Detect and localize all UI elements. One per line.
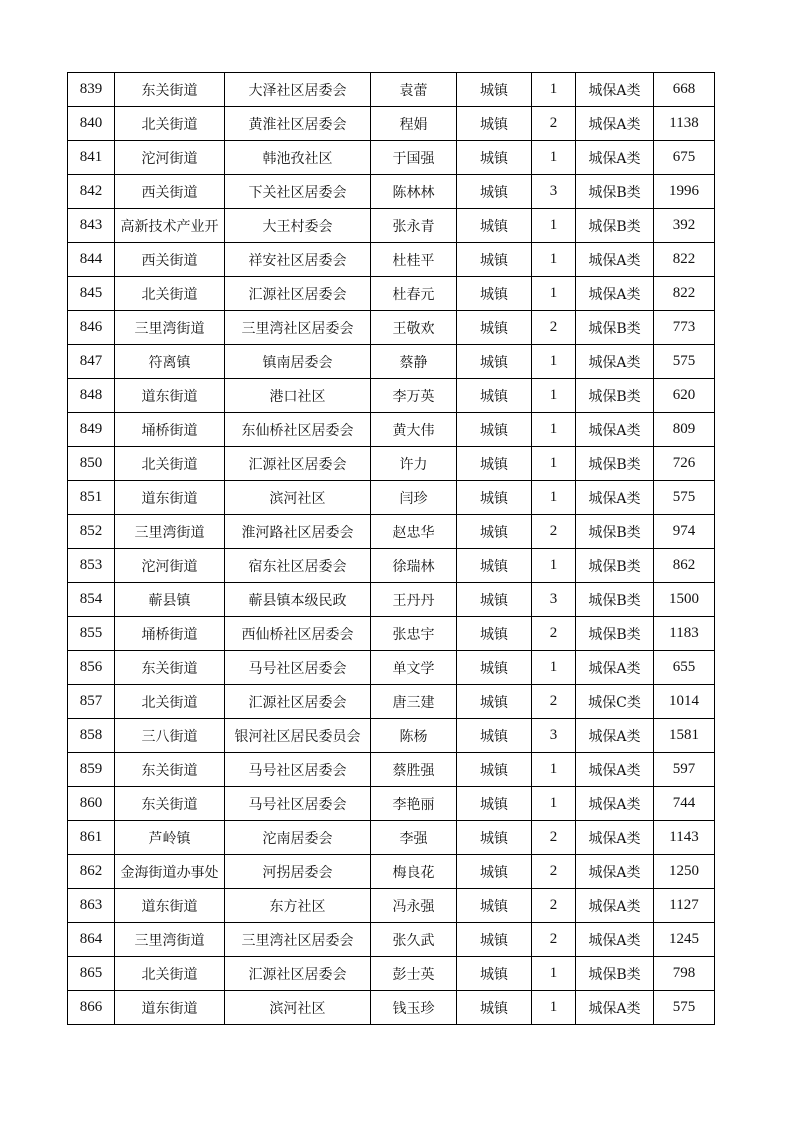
area-type-cell: 城镇 xyxy=(457,345,532,379)
area-type-cell: 城镇 xyxy=(457,821,532,855)
table-row xyxy=(68,515,715,549)
row-number-cell: 854 xyxy=(68,583,115,617)
name-cell: 蔡静 xyxy=(371,345,457,379)
area-type-cell: 城镇 xyxy=(457,311,532,345)
community-cell: 滨河社区 xyxy=(225,991,371,1025)
row-number-cell: 845 xyxy=(68,277,115,311)
category-cell: 城保A类 xyxy=(576,855,654,889)
table-row xyxy=(68,141,715,175)
category-cell: 城保A类 xyxy=(576,73,654,107)
category-cell: 城保B类 xyxy=(576,617,654,651)
category-cell: 城保C类 xyxy=(576,685,654,719)
row-number-cell: 843 xyxy=(68,209,115,243)
street-cell-text: 高新技术产业开 xyxy=(120,218,219,235)
street-cell: 芦岭镇 xyxy=(115,821,225,855)
category-cell: 城保A类 xyxy=(576,243,654,277)
name-cell: 彭士英 xyxy=(371,957,457,991)
row-number-cell: 862 xyxy=(68,855,115,889)
amount-cell: 726 xyxy=(654,447,715,481)
street-cell: 三八街道 xyxy=(115,719,225,753)
row-number-cell: 847 xyxy=(68,345,115,379)
household-size-cell: 1 xyxy=(532,243,576,277)
row-number-cell: 865 xyxy=(68,957,115,991)
category-cell: 城保A类 xyxy=(576,719,654,753)
category-cell: 城保A类 xyxy=(576,651,654,685)
household-size-cell: 2 xyxy=(532,107,576,141)
street-cell: 西关街道 xyxy=(115,243,225,277)
name-cell: 陈杨 xyxy=(371,719,457,753)
household-size-cell: 2 xyxy=(532,889,576,923)
table-row xyxy=(68,617,715,651)
amount-cell: 809 xyxy=(654,413,715,447)
amount-cell: 822 xyxy=(654,243,715,277)
household-size-cell: 1 xyxy=(532,753,576,787)
street-cell: 东关街道 xyxy=(115,73,225,107)
table-row xyxy=(68,991,715,1025)
amount-cell: 668 xyxy=(654,73,715,107)
amount-cell: 1245 xyxy=(654,923,715,957)
community-cell: 三里湾社区居委会 xyxy=(225,311,371,345)
street-cell: 沱河街道 xyxy=(115,549,225,583)
household-size-cell: 1 xyxy=(532,549,576,583)
row-number-cell: 863 xyxy=(68,889,115,923)
row-number-cell: 851 xyxy=(68,481,115,515)
area-type-cell: 城镇 xyxy=(457,719,532,753)
community-cell: 河拐居委会 xyxy=(225,855,371,889)
name-cell: 杜春元 xyxy=(371,277,457,311)
community-cell: 马号社区居委会 xyxy=(225,787,371,821)
row-number-cell: 857 xyxy=(68,685,115,719)
household-size-cell: 2 xyxy=(532,515,576,549)
name-cell: 张忠宇 xyxy=(371,617,457,651)
street-cell: 东关街道 xyxy=(115,753,225,787)
street-cell: 北关街道 xyxy=(115,447,225,481)
street-cell: 道东街道 xyxy=(115,991,225,1025)
category-cell: 城保B类 xyxy=(576,311,654,345)
street-cell: 符离镇 xyxy=(115,345,225,379)
household-size-cell: 2 xyxy=(532,311,576,345)
name-cell: 王丹丹 xyxy=(371,583,457,617)
row-number-cell: 849 xyxy=(68,413,115,447)
name-cell: 杜桂平 xyxy=(371,243,457,277)
amount-cell: 773 xyxy=(654,311,715,345)
amount-cell: 1250 xyxy=(654,855,715,889)
community-cell: 下关社区居委会 xyxy=(225,175,371,209)
name-cell: 闫珍 xyxy=(371,481,457,515)
area-type-cell: 城镇 xyxy=(457,855,532,889)
household-size-cell: 3 xyxy=(532,175,576,209)
street-cell: 三里湾街道 xyxy=(115,923,225,957)
amount-cell: 974 xyxy=(654,515,715,549)
street-cell: 北关街道 xyxy=(115,107,225,141)
row-number-cell: 844 xyxy=(68,243,115,277)
area-type-cell: 城镇 xyxy=(457,753,532,787)
table-row xyxy=(68,685,715,719)
community-cell: 大王村委会 xyxy=(225,209,371,243)
table-row xyxy=(68,957,715,991)
amount-cell: 575 xyxy=(654,345,715,379)
row-number-cell: 841 xyxy=(68,141,115,175)
amount-cell: 798 xyxy=(654,957,715,991)
area-type-cell: 城镇 xyxy=(457,923,532,957)
name-cell: 张久武 xyxy=(371,923,457,957)
area-type-cell: 城镇 xyxy=(457,991,532,1025)
street-cell: 东关街道 xyxy=(115,787,225,821)
table-row xyxy=(68,243,715,277)
category-cell: 城保A类 xyxy=(576,923,654,957)
area-type-cell: 城镇 xyxy=(457,277,532,311)
community-cell: 韩池孜社区 xyxy=(225,141,371,175)
household-size-cell: 1 xyxy=(532,73,576,107)
category-cell: 城保B类 xyxy=(576,379,654,413)
amount-cell: 392 xyxy=(654,209,715,243)
table-row xyxy=(68,821,715,855)
street-cell: 沱河街道 xyxy=(115,141,225,175)
table-row xyxy=(68,447,715,481)
table-row xyxy=(68,107,715,141)
category-cell: 城保B类 xyxy=(576,447,654,481)
name-cell: 单文学 xyxy=(371,651,457,685)
amount-cell: 1996 xyxy=(654,175,715,209)
row-number-cell: 860 xyxy=(68,787,115,821)
records-table xyxy=(67,72,715,1025)
category-cell: 城保A类 xyxy=(576,753,654,787)
name-cell: 于国强 xyxy=(371,141,457,175)
area-type-cell: 城镇 xyxy=(457,209,532,243)
category-cell: 城保A类 xyxy=(576,277,654,311)
community-cell: 东仙桥社区居委会 xyxy=(225,413,371,447)
community-cell: 汇源社区居委会 xyxy=(225,957,371,991)
table-row xyxy=(68,719,715,753)
street-cell: 道东街道 xyxy=(115,481,225,515)
table-body xyxy=(68,73,715,1025)
category-cell: 城保B类 xyxy=(576,515,654,549)
street-cell: 三里湾街道 xyxy=(115,515,225,549)
street-cell: 道东街道 xyxy=(115,379,225,413)
name-cell: 梅良花 xyxy=(371,855,457,889)
amount-cell: 575 xyxy=(654,991,715,1025)
row-number-cell: 861 xyxy=(68,821,115,855)
table-row xyxy=(68,889,715,923)
household-size-cell: 3 xyxy=(532,583,576,617)
street-cell: 北关街道 xyxy=(115,685,225,719)
amount-cell: 675 xyxy=(654,141,715,175)
street-cell: 西关街道 xyxy=(115,175,225,209)
street-cell: 埇桥街道 xyxy=(115,413,225,447)
category-cell: 城保A类 xyxy=(576,141,654,175)
row-number-cell: 846 xyxy=(68,311,115,345)
area-type-cell: 城镇 xyxy=(457,413,532,447)
household-size-cell: 1 xyxy=(532,651,576,685)
area-type-cell: 城镇 xyxy=(457,481,532,515)
table-row xyxy=(68,855,715,889)
amount-cell: 1581 xyxy=(654,719,715,753)
row-number-cell: 855 xyxy=(68,617,115,651)
name-cell: 袁蕾 xyxy=(371,73,457,107)
street-cell: 蕲县镇 xyxy=(115,583,225,617)
household-size-cell: 1 xyxy=(532,141,576,175)
category-cell: 城保B类 xyxy=(576,583,654,617)
row-number-cell: 866 xyxy=(68,991,115,1025)
table-row xyxy=(68,481,715,515)
row-number-cell: 839 xyxy=(68,73,115,107)
community-cell: 马号社区居委会 xyxy=(225,753,371,787)
table-row xyxy=(68,379,715,413)
area-type-cell: 城镇 xyxy=(457,107,532,141)
category-cell: 城保A类 xyxy=(576,413,654,447)
row-number-cell: 853 xyxy=(68,549,115,583)
table-row xyxy=(68,209,715,243)
table-row xyxy=(68,413,715,447)
amount-cell: 1183 xyxy=(654,617,715,651)
household-size-cell: 3 xyxy=(532,719,576,753)
row-number-cell: 842 xyxy=(68,175,115,209)
amount-cell: 655 xyxy=(654,651,715,685)
community-cell: 黄淮社区居委会 xyxy=(225,107,371,141)
household-size-cell: 1 xyxy=(532,413,576,447)
name-cell: 王敬欢 xyxy=(371,311,457,345)
row-number-cell: 859 xyxy=(68,753,115,787)
street-cell: 东关街道 xyxy=(115,651,225,685)
amount-cell: 1500 xyxy=(654,583,715,617)
community-cell: 西仙桥社区居委会 xyxy=(225,617,371,651)
category-cell: 城保A类 xyxy=(576,481,654,515)
household-size-cell: 2 xyxy=(532,617,576,651)
name-cell: 钱玉珍 xyxy=(371,991,457,1025)
community-cell: 蕲县镇本级民政 xyxy=(225,583,371,617)
street-cell: 道东街道 xyxy=(115,889,225,923)
street-cell: 三里湾街道 xyxy=(115,311,225,345)
community-cell: 港口社区 xyxy=(225,379,371,413)
table-row xyxy=(68,549,715,583)
category-cell: 城保A类 xyxy=(576,345,654,379)
household-size-cell: 2 xyxy=(532,855,576,889)
area-type-cell: 城镇 xyxy=(457,73,532,107)
area-type-cell: 城镇 xyxy=(457,787,532,821)
household-size-cell: 1 xyxy=(532,345,576,379)
community-cell: 银河社区居民委员会 xyxy=(225,719,371,753)
area-type-cell: 城镇 xyxy=(457,141,532,175)
street-cell: 埇桥街道 xyxy=(115,617,225,651)
category-cell: 城保A类 xyxy=(576,991,654,1025)
table-row xyxy=(68,583,715,617)
row-number-cell: 850 xyxy=(68,447,115,481)
area-type-cell: 城镇 xyxy=(457,243,532,277)
table-row xyxy=(68,345,715,379)
community-cell: 祥安社区居委会 xyxy=(225,243,371,277)
area-type-cell: 城镇 xyxy=(457,379,532,413)
table-row xyxy=(68,311,715,345)
name-cell: 徐瑞林 xyxy=(371,549,457,583)
category-cell: 城保A类 xyxy=(576,787,654,821)
name-cell: 冯永强 xyxy=(371,889,457,923)
amount-cell: 620 xyxy=(654,379,715,413)
community-cell: 三里湾社区居委会 xyxy=(225,923,371,957)
category-cell: 城保B类 xyxy=(576,549,654,583)
table-row xyxy=(68,753,715,787)
amount-cell: 1138 xyxy=(654,107,715,141)
area-type-cell: 城镇 xyxy=(457,685,532,719)
area-type-cell: 城镇 xyxy=(457,889,532,923)
community-cell: 汇源社区居委会 xyxy=(225,447,371,481)
row-number-cell: 856 xyxy=(68,651,115,685)
community-cell: 马号社区居委会 xyxy=(225,651,371,685)
table-row xyxy=(68,277,715,311)
table-row xyxy=(68,175,715,209)
table-row xyxy=(68,787,715,821)
area-type-cell: 城镇 xyxy=(457,447,532,481)
category-cell: 城保B类 xyxy=(576,957,654,991)
community-cell: 汇源社区居委会 xyxy=(225,277,371,311)
name-cell: 许力 xyxy=(371,447,457,481)
name-cell: 赵忠华 xyxy=(371,515,457,549)
area-type-cell: 城镇 xyxy=(457,617,532,651)
name-cell: 张永青 xyxy=(371,209,457,243)
name-cell: 李强 xyxy=(371,821,457,855)
household-size-cell: 1 xyxy=(532,277,576,311)
area-type-cell: 城镇 xyxy=(457,175,532,209)
name-cell: 李艳丽 xyxy=(371,787,457,821)
row-number-cell: 864 xyxy=(68,923,115,957)
name-cell: 黄大伟 xyxy=(371,413,457,447)
category-cell: 城保A类 xyxy=(576,107,654,141)
name-cell: 唐三建 xyxy=(371,685,457,719)
name-cell: 程娟 xyxy=(371,107,457,141)
household-size-cell: 2 xyxy=(532,923,576,957)
amount-cell: 744 xyxy=(654,787,715,821)
household-size-cell: 1 xyxy=(532,991,576,1025)
household-size-cell: 1 xyxy=(532,481,576,515)
household-size-cell: 1 xyxy=(532,447,576,481)
category-cell: 城保B类 xyxy=(576,175,654,209)
household-size-cell: 1 xyxy=(532,957,576,991)
amount-cell: 1143 xyxy=(654,821,715,855)
household-size-cell: 2 xyxy=(532,821,576,855)
household-size-cell: 1 xyxy=(532,209,576,243)
name-cell: 李万英 xyxy=(371,379,457,413)
street-cell xyxy=(115,209,225,243)
amount-cell: 862 xyxy=(654,549,715,583)
area-type-cell: 城镇 xyxy=(457,957,532,991)
amount-cell: 1127 xyxy=(654,889,715,923)
area-type-cell: 城镇 xyxy=(457,515,532,549)
amount-cell: 575 xyxy=(654,481,715,515)
community-cell: 大泽社区居委会 xyxy=(225,73,371,107)
row-number-cell: 858 xyxy=(68,719,115,753)
area-type-cell: 城镇 xyxy=(457,549,532,583)
street-cell: 北关街道 xyxy=(115,957,225,991)
area-type-cell: 城镇 xyxy=(457,583,532,617)
community-cell: 镇南居委会 xyxy=(225,345,371,379)
community-cell: 淮河路社区居委会 xyxy=(225,515,371,549)
community-cell: 东方社区 xyxy=(225,889,371,923)
amount-cell: 597 xyxy=(654,753,715,787)
table-row xyxy=(68,73,715,107)
amount-cell: 822 xyxy=(654,277,715,311)
street-cell: 金海街道办事处 xyxy=(115,855,225,889)
row-number-cell: 852 xyxy=(68,515,115,549)
community-cell: 滨河社区 xyxy=(225,481,371,515)
amount-cell: 1014 xyxy=(654,685,715,719)
row-number-cell: 848 xyxy=(68,379,115,413)
name-cell: 陈林林 xyxy=(371,175,457,209)
community-cell: 沱南居委会 xyxy=(225,821,371,855)
street-cell: 北关街道 xyxy=(115,277,225,311)
name-cell: 蔡胜强 xyxy=(371,753,457,787)
category-cell: 城保A类 xyxy=(576,821,654,855)
area-type-cell: 城镇 xyxy=(457,651,532,685)
community-cell: 汇源社区居委会 xyxy=(225,685,371,719)
table-row xyxy=(68,651,715,685)
community-cell: 宿东社区居委会 xyxy=(225,549,371,583)
data-sheet xyxy=(67,72,715,1025)
row-number-cell: 840 xyxy=(68,107,115,141)
household-size-cell: 1 xyxy=(532,787,576,821)
household-size-cell: 1 xyxy=(532,379,576,413)
category-cell: 城保B类 xyxy=(576,209,654,243)
category-cell: 城保A类 xyxy=(576,889,654,923)
household-size-cell: 2 xyxy=(532,685,576,719)
table-row xyxy=(68,923,715,957)
